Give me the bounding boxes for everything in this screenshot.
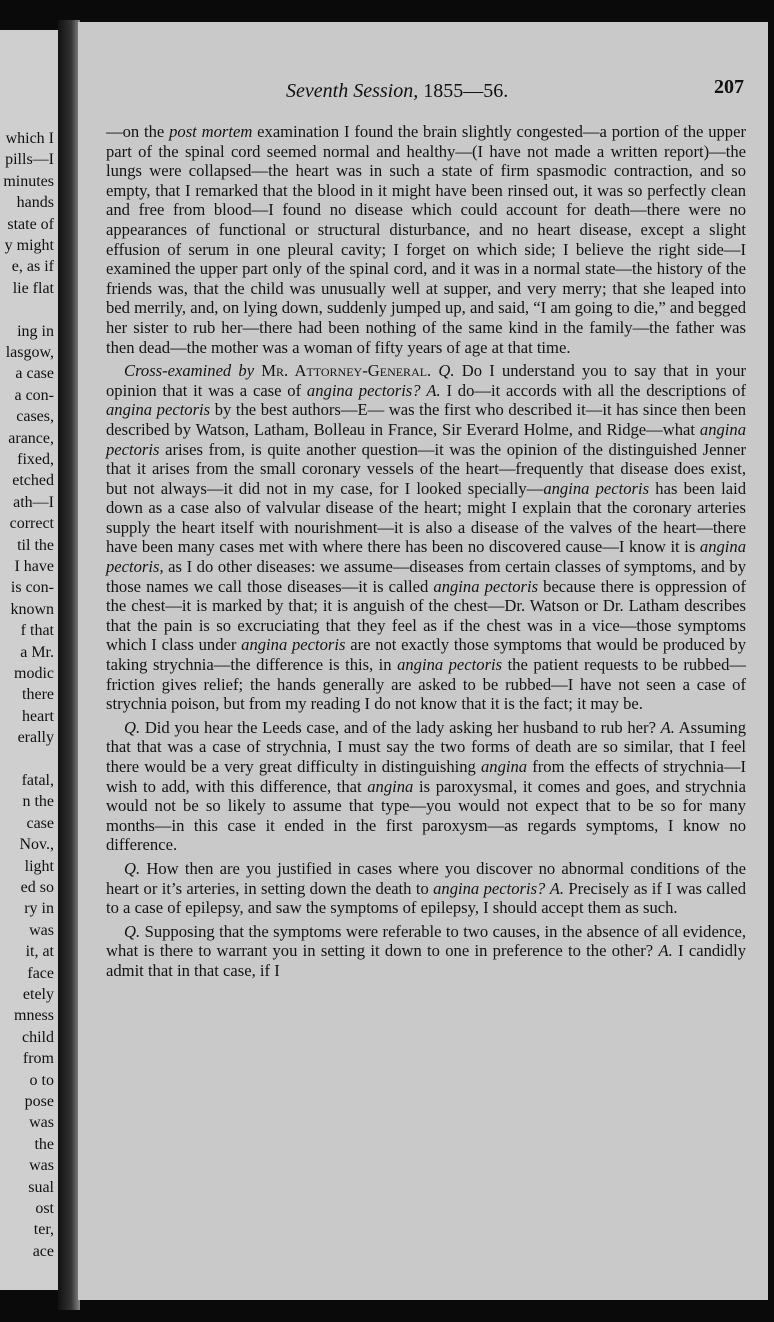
left-page-line: a Mr. xyxy=(20,643,54,661)
left-page-line: pose xyxy=(24,1093,54,1110)
left-page-line: fatal, xyxy=(21,772,54,789)
left-page-line: minutes xyxy=(3,172,54,190)
left-page-line: a con- xyxy=(14,386,54,404)
left-page-line: ost xyxy=(35,1200,54,1217)
left-page-line: til the xyxy=(17,536,54,554)
left-page-line: ry in xyxy=(24,900,54,918)
left-page-line: lasgow, xyxy=(5,344,54,361)
left-page-line: I have xyxy=(14,558,54,575)
left-page-line: etched xyxy=(12,472,54,490)
left-page-line: known xyxy=(10,600,54,618)
page-number: 207 xyxy=(714,76,744,98)
left-page-line: there xyxy=(22,686,54,704)
left-page-line: a case xyxy=(15,365,54,383)
left-page-line: ing in xyxy=(17,322,54,340)
left-page-line: case xyxy=(26,814,54,832)
paragraph-3: Q. Did you hear the Leeds case, and of the lady asking her husband to rub her? A. Assuming that that was a case of strychnia, I must say the two forms of death are so similar, that I feel there would be a very great difficulty in distinguishing angina from the effects of strychnia—I wish to add, with this difference, that angina is paroxysmal, it comes and goes, and strychnia would not be so likely to assume that type—you would not expect that to be so for many months—in this case it ended in the first paroxysm—as regards symptoms, I know no difference. xyxy=(106,717,747,855)
left-page-line: y might xyxy=(4,237,54,254)
paragraph-5: Q. Supposing that the symptoms were referable to two causes, in the absence of all evidence, what is there to warrant you in setting it down to one in preference to the other? A. I candidly admit that in that case, if I xyxy=(106,921,746,980)
left-page-line: face xyxy=(27,964,54,982)
left-page-line: mness xyxy=(14,1007,54,1025)
left-page-line: ter, xyxy=(33,1221,54,1239)
left-page-line: the xyxy=(34,1135,54,1153)
left-page-line: which I xyxy=(5,130,54,147)
left-page-line: hands xyxy=(16,194,54,212)
left-page-line: e, as if xyxy=(11,258,54,276)
page-content xyxy=(106,76,747,985)
left-page-line: etely xyxy=(22,986,54,1003)
running-head xyxy=(106,76,746,110)
left-page-line: is con- xyxy=(10,579,54,597)
left-page-line: fixed, xyxy=(17,451,54,468)
left-page-line: n the xyxy=(22,793,54,811)
left-page-line: lie flat xyxy=(12,279,54,297)
paragraph-2: Cross-examined by Mr. Attorney-General. Q. Do I understand you to say that in your opinion that it was a case of angina pectoris? A. I do—it accords with all the descriptions of angina pectoris by the best authors—E— was the first who described it—it has since then been described by Watson, Latham, Bolleau in France, Sir Everard Holme, and Ridge—what angina pectoris arises from, is quite another question—it was the opinion of the distinguished Jenner that it arises from the small coronary vessels of the heart—frequently that disease does exist, but not always—it did not in my case, for I looked specially—angina pectoris has been laid down as a case also of valvular disease of the heart; might I explain that the coronary arteries supply the heart itself with nourishment—it is also a disease of the valves of the heart—there have been many cases met with where there has been no discovered cause—I know it is angina pectoris, as I do other diseases: we assume—diseases from certain classes of symptoms, and by those names we call those diseases—it is called angina pectoris because there is oppression of the chest—it is marked by that; it is anguish of the chest—Dr. Watson or Dr. Latham describes that the pain is so excruciating that they feel as if the chest was in a vice—those symptoms which I class under angina pectoris are not exactly those symptoms that would be produced by taking strychnia—the difference is this, in angina pectoris the patient requests to be rubbed—friction gives relief; the hands generally are asked to be rubbed—I have not seen a case of strychnia poison, but from my reading I do not know that it is the fact; it may be. xyxy=(106,361,747,714)
left-page-line: light xyxy=(24,857,54,875)
body-text xyxy=(106,122,746,981)
left-page-line: sual xyxy=(28,1178,54,1196)
running-title: Seventh Session, 1855—56. xyxy=(286,80,509,102)
left-page-line: f that xyxy=(20,622,54,640)
left-page-line: it, at xyxy=(25,943,54,961)
left-page-line: Nov., xyxy=(19,836,54,854)
session-years: 1855—56. xyxy=(423,80,509,102)
right-page xyxy=(78,22,768,1300)
left-page-fragment xyxy=(0,30,64,1290)
left-page-line: was xyxy=(29,1157,54,1175)
left-page-line: child xyxy=(22,1028,54,1046)
left-page-line: arance, xyxy=(8,429,54,447)
left-page-line: o to xyxy=(29,1071,54,1089)
left-page-line: state of xyxy=(7,215,54,233)
left-page-line: correct xyxy=(9,515,54,533)
left-page-line: ath—I xyxy=(13,493,54,511)
left-page-line: was xyxy=(29,921,54,939)
left-page-line: modic xyxy=(14,665,54,682)
paragraph-1: —on the post mortem examination I found the brain slightly congested—a portion of the upper part of the spinal cord seemed normal and healthy—(I have not made a written report)—the lungs were collapsed—the heart was in such a state of firm spasmodic contraction, and so empty, that I remarked that the blood in it might have been rinsed out, it was so perfectly clean and free from blood—I found no disease which could account for death—there were no appearances of functional or structural disturbance, and no heart disease, except a slight effusion of serum in one pleural cavity; I forget on which side; I believe the right side—I examined the upper part only of the spinal cord, and it was in a normal state—the history of the friends was, that the child was unusually well at supper, and very merry; that she leaped into bed merrily, and, on lying down, suddenly jumped up, and said, “I am going to die,” and begged her sister to rub her—there had been nothing of the same kind in the family—the father was then dead—the mother was a woman of fifty years of age at that time. xyxy=(106,122,746,357)
left-page-line: pills—I xyxy=(5,151,54,169)
left-page-line: ace xyxy=(32,1242,54,1260)
left-page-line: erally xyxy=(17,729,54,747)
paragraph-4: Q. How then are you justified in cases where you discover no abnormal conditions of the heart or it’s arteries, in setting down the death to angina pectoris? A. Precisely as if I was called to a case of epilepsy, and saw the symptoms of epilepsy, I should accept them as such. xyxy=(106,858,746,918)
left-page-line: was xyxy=(29,1114,54,1132)
left-page-line: cases, xyxy=(16,408,54,426)
book-gutter xyxy=(58,20,80,1310)
left-page-line: from xyxy=(22,1050,54,1068)
left-page-line: heart xyxy=(22,707,54,725)
left-page-line: ed so xyxy=(20,879,54,896)
